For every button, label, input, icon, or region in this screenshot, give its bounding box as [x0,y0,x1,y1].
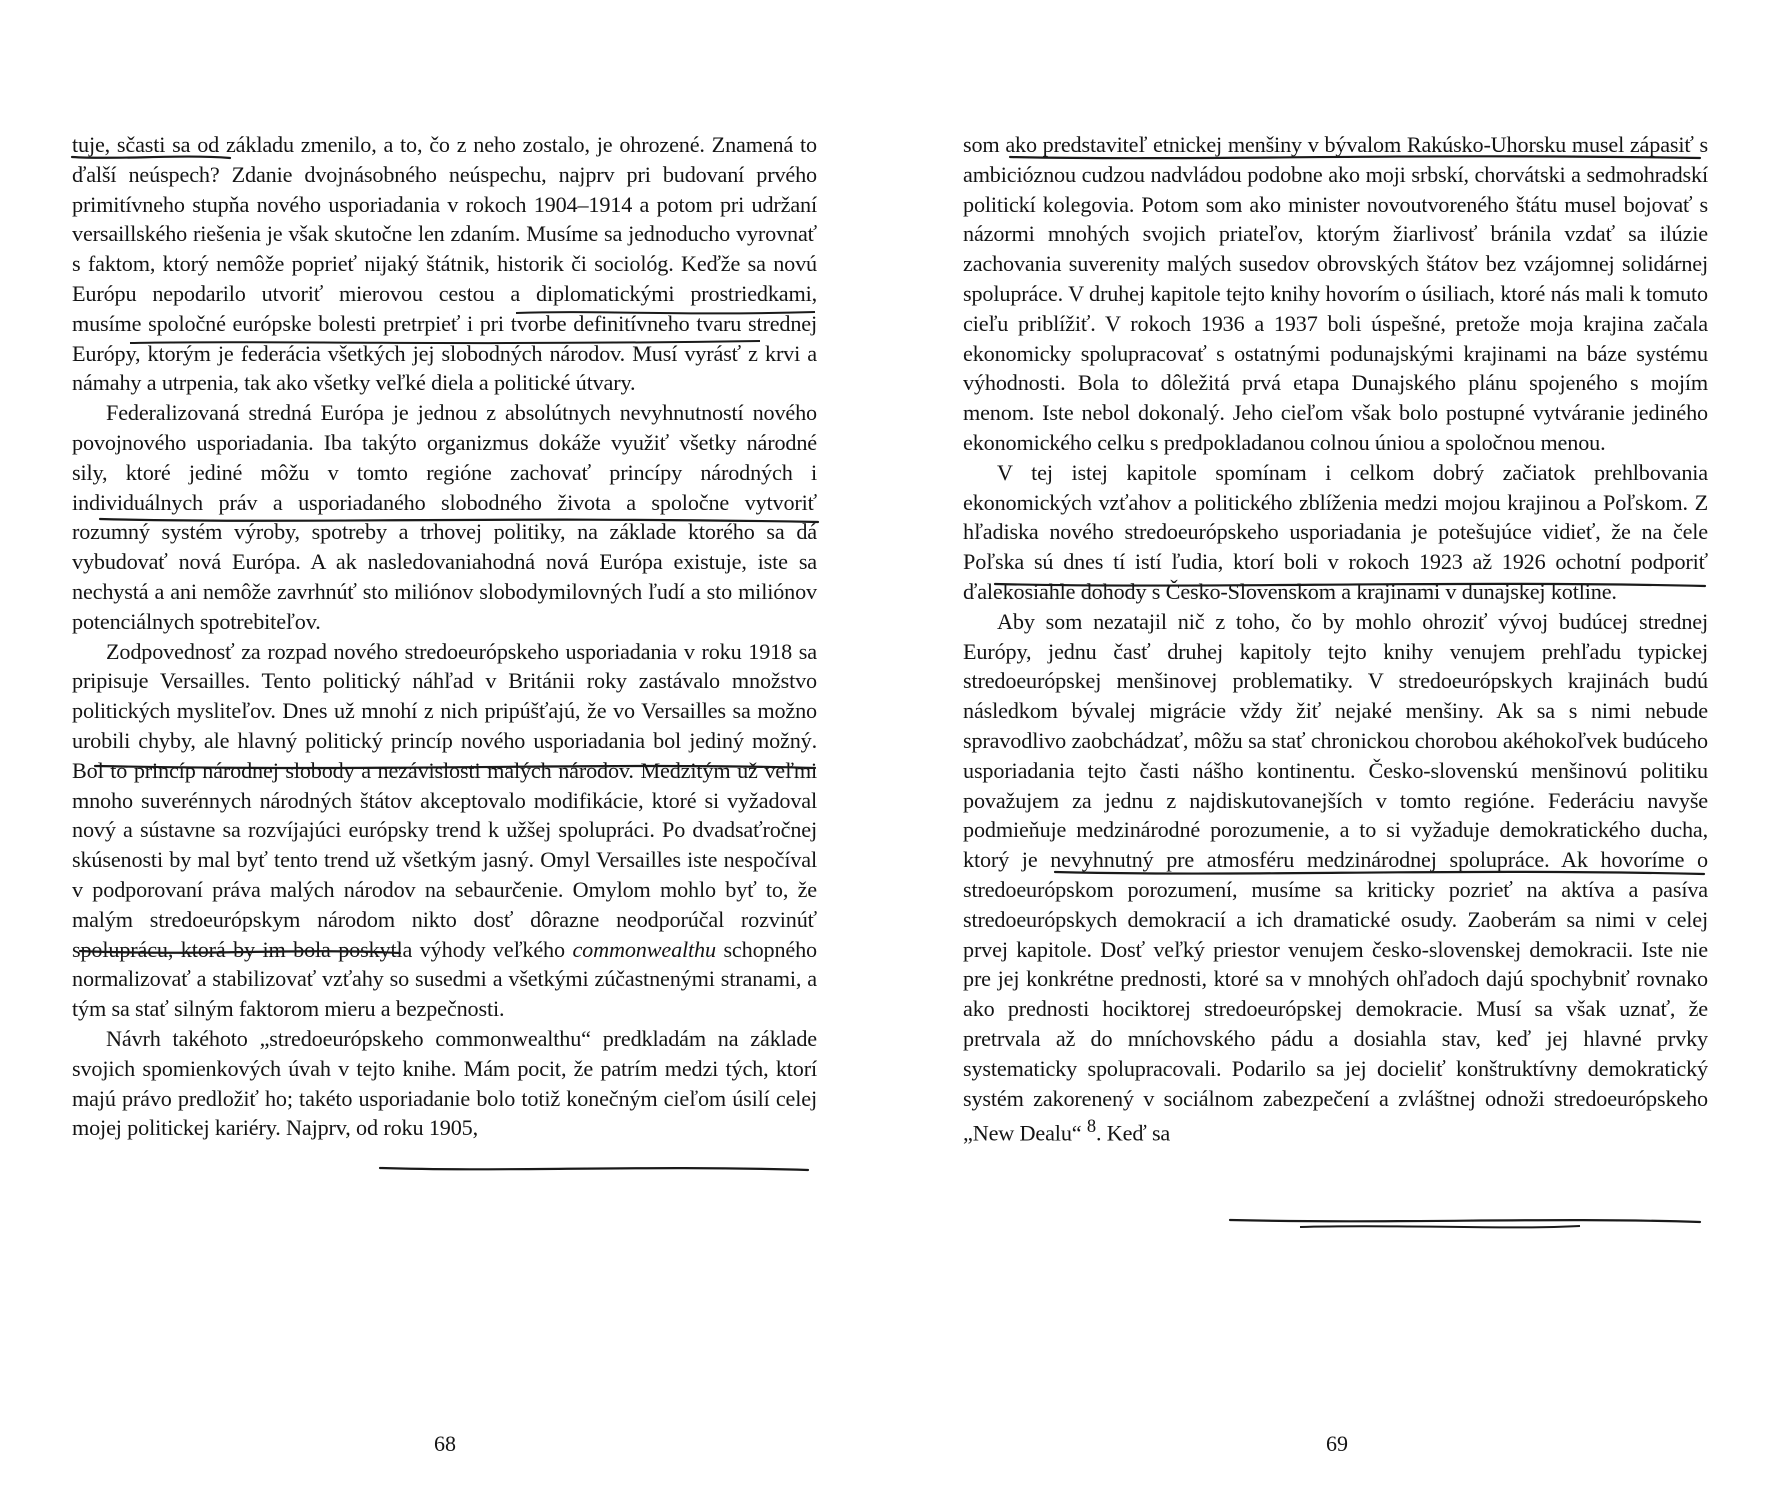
right-paragraph-3: Aby som nezatajil nič z toho, čo by mohlo ohroziť vývoj budúcej strednej Európy, jednu časť druhej kapitoly tejto knihy venujem prehľadu typickej stredoeurópskej menšinovej problematiky. V stredoeurópskych krajinách budú následkom bývalej migrácie vždy žiť nejaké menšiny. Ak sa s nimi nebude spravodlivo zaobchádzať, môžu sa stať chronickou chorobou akéhokoľvek budúceho usporiadania tejto časti nášho kontinentu. Česko-slovenskú menšinovú politiku považujem za jednu z najdiskutovanejších v tomto regióne. Federáciu navyše podmieňuje medzinárodné porozumenie, a to si vyžaduje demokratického ducha, ktorý je nevyhnutný pre atmosféru medzinárodnej spolupráce. Ak hovoríme o stredoeurópskom porozumení, musíme sa kriticky pozrieť na aktíva a pasíva stredoeurópskych demokracií a ich dramatické osudy. Zaoberám sa nimi v celej prvej kapitole. Dosť veľký priestor venujem česko-slovenskej demokracii. Iste nie pre jej konkrétne prednosti, ktoré sa v mnohých ohľadoch dajú spochybniť rovnako ako prednosti hociktorej stredoeurópskej demokracie. Musí sa však uznať, že pretrvala až do mníchovského pádu a dosiahla stav, keď jej hlavné prvky systematicky spolupracovali. Podarilo sa jej docieliť konštruktívny demokratický systém zakorenený v sociálnom zabezpečení a zvláštnej odnoži stredoeurópskeho „New Dealu“ $^8$. Keď sa [963,608,1708,1146]
strikethrough-mark [1300,1226,1580,1227]
left-paragraph-3: Zodpovednosť za rozpad nového stredoeurópskeho usporiadania v roku 1918 sa pripisuje Versailles. Tento politický náhľad v Británii roky zastávalo množstvo politických mysliteľov. Dnes už mnohí z nich pripúšťajú, že vo Versailles sa možno urobili chyby, ale hlavný politický princíp nového usporiadania bol jediný možný. Bol to princíp národnej slobody a nezávislosti malých národov. Medzitým už veľmi mnoho suverénnych národných štátov akceptovalo modifikácie, ktoré si vyžadoval nový a sústavne sa rozvíjajúci európsky trend k užšej spolupráci. Po dvadsaťročnej skúsenosti by mal byť tento trend už všetkým jasný. Omyl Versailles iste nespočíval v podporovaní práva malých národov na sebaurčenie. Omylom mohlo byť to, že malým stredoeurópskym národom nikto dosť dôrazne neodporúčal rozvinúť spoluprácu, ktorá by im bola poskytla výhody veľkého commonwealthu schopného normalizovať a stabilizovať vzťahy so susedmi a všetkými zúčastnenými stranami, a tým sa stať silným faktorom mieru a bezpečnosti. [72,638,817,1022]
underline-mark [1230,1220,1700,1222]
left-page [72,130,817,1143]
page-number-right: 69 [1326,1431,1348,1456]
left-paragraph-2: Federalizovaná stredná Európa je jednou z absolútnych nevyhnutností nového povojnového usporiadania. Iba takýto organizmus dokáže využiť všetky národné sily, ktoré jediné môžu v tomto regióne zachovať princípy národných i individuálnych práv a usporiadaného slobodného života a spoločne vytvoriť rozumný systém výroby, spotreby a trhovej politiky, na základe ktorého sa dá vybudovať nová Európa. A ak nasledovaniahodná nová Európa existuje, iste sa nechystá a ani nemôže zavrhnúť sto miliónov slobodymilovných ľudí a sto miliónov potenciálnych spotrebiteľov. [72,400,817,634]
right-paragraph-1: som ako predstaviteľ etnickej menšiny v bývalom Rakúsko-Uhorsku musel zápasiť s ambicióznou cudzou nadvládou podobne ako moji srbskí, chorvátski a sedmohradskí politickí kolegovia. Potom som ako minister novoutvoreného štátu musel bojovať s názormi mnohých svojich priateľov, ktorým žiarlivosť bránila vzdať sa ilúzie zachovania suverenity malých susedov obrovských štátov bez vzájomnej solidárnej spolupráce. V druhej kapitole tejto knihy hovorím o úsiliach, ktoré nás mali k tomuto cieľu priblížiť. V rokoch 1936 a 1937 boli úspešné, pretože moja krajina začala ekonomicky spolupracovať s ostatnými podunajskými krajinami na báze systému výhodnosti. Bola to dôležitá prvá etapa Dunajského plánu spojeného s mojím menom. Iste nebol dokonalý. Jeho cieľom však bolo postupné vytváranie jediného ekonomického celku s predpokladanou colnou úniou a spoločnou menou. [963,132,1708,455]
page-number-left: 68 [434,1431,456,1456]
left-paragraph-4: Návrh takéhoto „stredoeurópskeho commonwealthu“ predkladám na základe svojich spomienkových úvah v tejto knihe. Mám pocit, že patrím medzi tých, ktorí majú právo predložiť ho; takéto usporiadanie bolo totiž konečným cieľom úsilí celej mojej politickej kariéry. Najprv, od roku 1905, [72,1025,817,1141]
left-page-text [72,130,817,1143]
left-paragraph-1: tuje, sčasti sa od základu zmenilo, a to, čo z neho zostalo, je ohrozené. Znamená to ďalší neúspech? Zdanie dvojnásobného neúspechu, najprv pri budovaní prvého primitívneho stupňa nového usporiadania v rokoch 1904–1914 a potom pri udržaní versaillského riešenia je však skutočne len zdaním. Musíme sa jednoducho vyrovnať s faktom, ktorý nemôže poprieť nijaký štátnik, historik či sociológ. Keďže sa novú Európu nepodarilo utvoriť mierovou cestou a diplomatickými prostriedkami, musíme spoločné európske bolesti pretrpieť i pri tvorbe definitívneho tvaru strednej Európy, ktorým je federácia všetkých jej slobodných národov. Musí vyrásť z krvi a námahy a utrpenia, tak ako všetky veľké diela a politické útvary. [72,132,817,396]
underline-mark [380,1168,808,1170]
right-page-text [963,130,1708,1148]
right-paragraph-2: V tej istej kapitole spomínam i celkom dobrý začiatok prehlbovania ekonomických vzťahov a politického zblíženia medzi mojou krajinou a Poľskom. Z hľadiska nového stredoeurópskeho usporiadania je potešujúce vidieť, že na čele Poľska sú dnes tí istí ľudia, ktorí boli v rokoch 1923 až 1926 ochotní podporiť ďalekosiahle dohody s Česko-Slovenskom a krajinami v dunajskej kotline. [963,459,1708,604]
right-page [963,130,1708,1148]
